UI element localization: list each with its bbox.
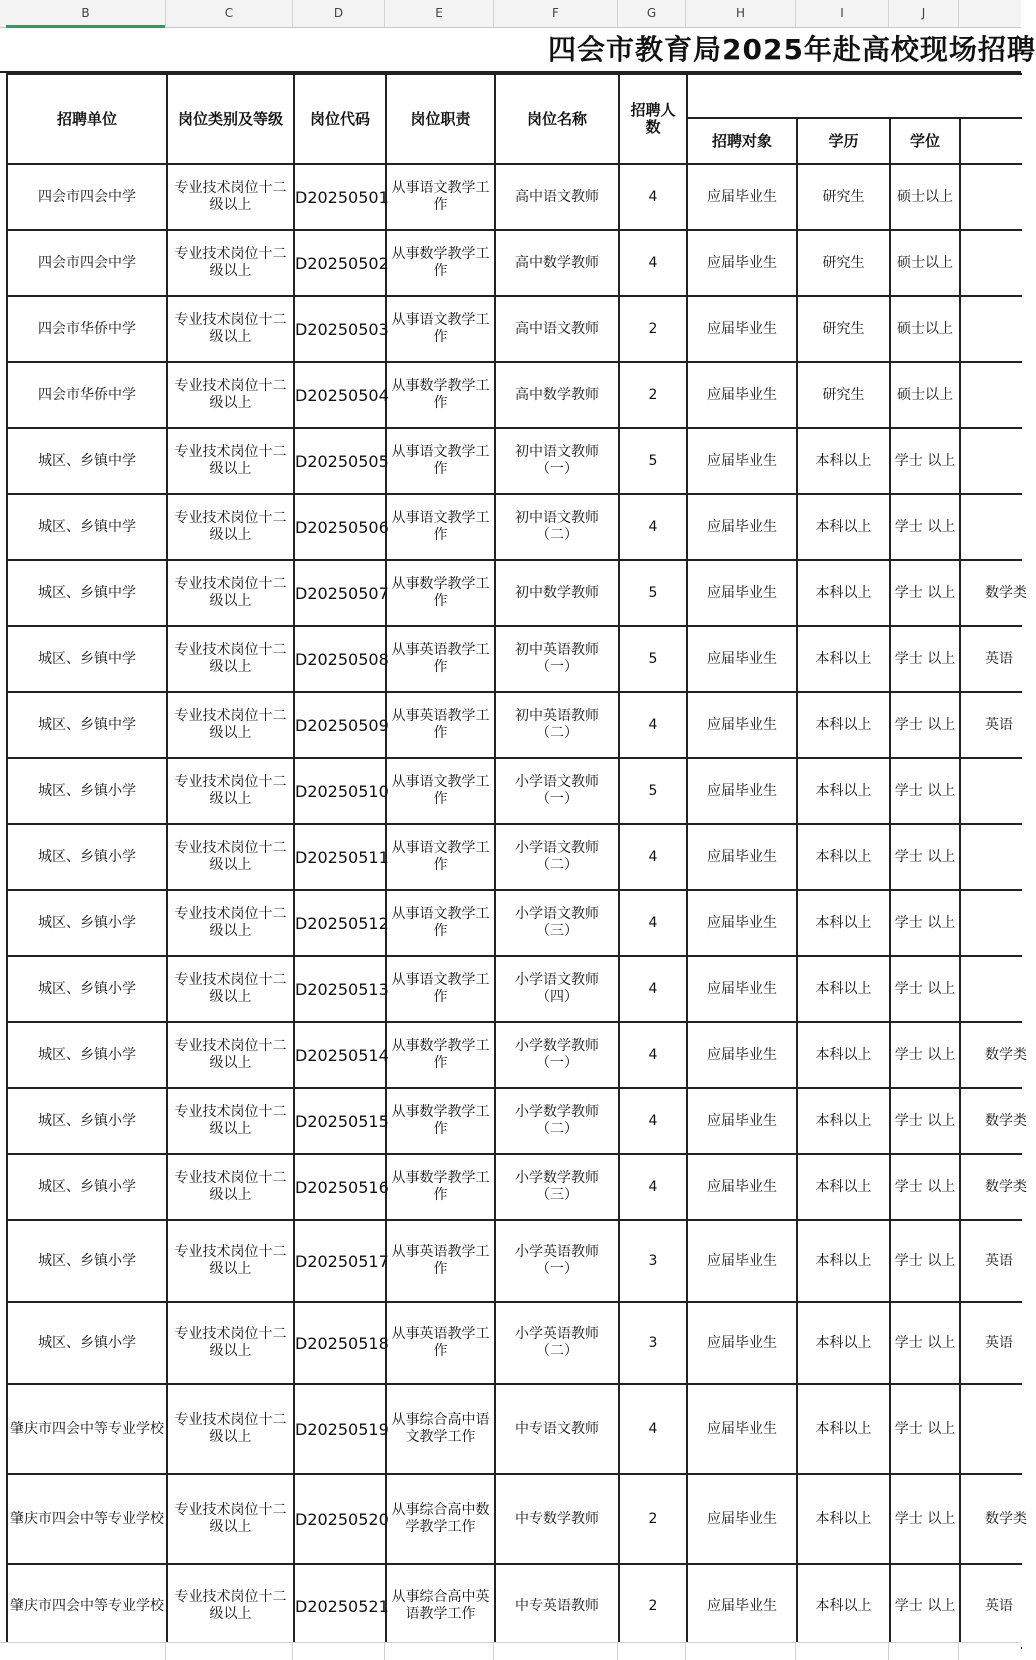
duty-cell[interactable]: 从事英语教学工作 xyxy=(386,626,495,692)
code-cell[interactable]: D20250514 xyxy=(294,1022,386,1088)
category-cell[interactable]: 专业技术岗位十二级以上 xyxy=(167,296,294,362)
header-requirements[interactable] xyxy=(687,74,1022,118)
table-row xyxy=(7,692,1022,758)
duty-cell[interactable]: 从事综合高中语文教学工作 xyxy=(386,1384,495,1474)
degree-cell[interactable]: 学士 以上 xyxy=(890,560,960,626)
column-header-j[interactable]: J xyxy=(889,0,959,27)
count-cell[interactable]: 3 xyxy=(619,1220,687,1302)
education-cell[interactable]: 本科以上 xyxy=(797,956,890,1022)
degree-cell[interactable]: 学士 以上 xyxy=(890,626,960,692)
major-cell[interactable]: 英语 xyxy=(960,1302,1022,1384)
duty-cell[interactable]: 从事综合高中数学教学工作 xyxy=(386,1474,495,1564)
unit-cell[interactable]: 城区、乡镇中学 xyxy=(7,560,167,626)
count-cell[interactable]: 4 xyxy=(619,230,687,296)
degree-cell[interactable]: 学士 以上 xyxy=(890,824,960,890)
degree-cell[interactable]: 学士 以上 xyxy=(890,428,960,494)
duty-cell[interactable]: 从事语文教学工作 xyxy=(386,956,495,1022)
category-cell[interactable]: 专业技术岗位十二级以上 xyxy=(167,1474,294,1564)
major-cell[interactable] xyxy=(960,428,1022,494)
category-cell[interactable]: 专业技术岗位十二级以上 xyxy=(167,428,294,494)
major-cell[interactable] xyxy=(960,956,1022,1022)
code-cell[interactable]: D20250506 xyxy=(294,494,386,560)
major-cell[interactable] xyxy=(960,230,1022,296)
major-cell[interactable]: 数学类 xyxy=(960,1474,1022,1564)
count-cell[interactable]: 2 xyxy=(619,1474,687,1564)
target-cell[interactable]: 应届毕业生 xyxy=(687,1022,797,1088)
table-row xyxy=(7,890,1022,956)
duty-cell[interactable]: 从事综合高中英语教学工作 xyxy=(386,1564,495,1648)
header-name[interactable]: 岗位名称 xyxy=(495,74,619,164)
code-cell[interactable]: D20250516 xyxy=(294,1154,386,1220)
target-cell[interactable]: 应届毕业生 xyxy=(687,1474,797,1564)
table-row xyxy=(7,1154,1022,1220)
table-row xyxy=(7,494,1022,560)
major-cell[interactable]: 英语 xyxy=(960,1564,1022,1648)
category-cell[interactable]: 专业技术岗位十二级以上 xyxy=(167,230,294,296)
duty-cell[interactable]: 从事语文教学工作 xyxy=(386,164,495,230)
position-name-cell[interactable]: 小学语文教师（三） xyxy=(495,890,619,956)
code-cell[interactable]: D20250504 xyxy=(294,362,386,428)
code-cell[interactable]: D20250505 xyxy=(294,428,386,494)
degree-cell[interactable]: 学士 以上 xyxy=(890,692,960,758)
category-cell[interactable]: 专业技术岗位十二级以上 xyxy=(167,560,294,626)
position-name-cell[interactable]: 小学数学教师（一） xyxy=(495,1022,619,1088)
target-cell[interactable]: 应届毕业生 xyxy=(687,494,797,560)
duty-cell[interactable]: 从事数学教学工作 xyxy=(386,230,495,296)
category-cell[interactable]: 专业技术岗位十二级以上 xyxy=(167,1154,294,1220)
table-row xyxy=(7,1088,1022,1154)
table-row xyxy=(7,164,1022,230)
table-body xyxy=(7,74,1027,1648)
code-cell[interactable]: D20250513 xyxy=(294,956,386,1022)
category-cell[interactable]: 专业技术岗位十二级以上 xyxy=(167,1088,294,1154)
count-cell[interactable]: 2 xyxy=(619,296,687,362)
category-cell[interactable]: 专业技术岗位十二级以上 xyxy=(167,362,294,428)
table-row xyxy=(7,230,1022,296)
target-cell[interactable]: 应届毕业生 xyxy=(687,1088,797,1154)
target-cell[interactable]: 应届毕业生 xyxy=(687,758,797,824)
category-cell[interactable]: 专业技术岗位十二级以上 xyxy=(167,1384,294,1474)
target-cell[interactable]: 应届毕业生 xyxy=(687,626,797,692)
category-cell[interactable]: 专业技术岗位十二级以上 xyxy=(167,1564,294,1648)
target-cell[interactable]: 应届毕业生 xyxy=(687,1220,797,1302)
page-title: 四会市教育局2025年赴高校现场招聘 xyxy=(548,33,1036,66)
position-name-cell[interactable]: 小学语文教师（二） xyxy=(495,824,619,890)
duty-cell[interactable]: 从事语文教学工作 xyxy=(386,758,495,824)
count-cell[interactable]: 4 xyxy=(619,692,687,758)
position-name-cell[interactable]: 初中英语教师（二） xyxy=(495,692,619,758)
code-cell[interactable]: D20250515 xyxy=(294,1088,386,1154)
table-row xyxy=(7,1220,1022,1302)
category-cell[interactable]: 专业技术岗位十二级以上 xyxy=(167,164,294,230)
category-cell[interactable]: 专业技术岗位十二级以上 xyxy=(167,1302,294,1384)
major-cell[interactable]: 英语 xyxy=(960,626,1022,692)
target-cell[interactable]: 应届毕业生 xyxy=(687,1154,797,1220)
major-cell[interactable]: 数学类 xyxy=(960,1154,1022,1220)
count-cell[interactable]: 5 xyxy=(619,626,687,692)
count-cell[interactable]: 4 xyxy=(619,494,687,560)
target-cell[interactable]: 应届毕业生 xyxy=(687,1564,797,1648)
column-header-b[interactable]: B xyxy=(6,0,166,27)
education-cell[interactable]: 本科以上 xyxy=(797,692,890,758)
unit-cell[interactable]: 四会市四会中学 xyxy=(7,164,167,230)
target-cell[interactable]: 应届毕业生 xyxy=(687,164,797,230)
position-name-cell[interactable]: 高中数学教师 xyxy=(495,230,619,296)
code-cell[interactable]: D20250521 xyxy=(294,1564,386,1648)
unit-cell[interactable]: 城区、乡镇小学 xyxy=(7,1154,167,1220)
position-name-cell[interactable]: 小学数学教师（二） xyxy=(495,1088,619,1154)
column-header-h[interactable]: H xyxy=(686,0,796,27)
degree-cell[interactable]: 学士 以上 xyxy=(890,1302,960,1384)
code-cell[interactable]: D20250520 xyxy=(294,1474,386,1564)
column-header-f[interactable]: F xyxy=(494,0,618,27)
category-cell[interactable]: 专业技术岗位十二级以上 xyxy=(167,956,294,1022)
code-cell[interactable]: D20250507 xyxy=(294,560,386,626)
degree-cell[interactable]: 学士 以上 xyxy=(890,1220,960,1302)
duty-cell[interactable]: 从事英语教学工作 xyxy=(386,1220,495,1302)
duty-cell[interactable]: 从事语文教学工作 xyxy=(386,428,495,494)
target-cell[interactable]: 应届毕业生 xyxy=(687,1384,797,1474)
major-cell[interactable] xyxy=(960,164,1022,230)
education-cell[interactable]: 本科以上 xyxy=(797,890,890,956)
table-row xyxy=(7,560,1022,626)
duty-cell[interactable]: 从事语文教学工作 xyxy=(386,890,495,956)
category-cell[interactable]: 专业技术岗位十二级以上 xyxy=(167,824,294,890)
table-row xyxy=(7,1384,1022,1474)
target-cell[interactable]: 应届毕业生 xyxy=(687,560,797,626)
unit-cell[interactable]: 城区、乡镇中学 xyxy=(7,692,167,758)
degree-cell[interactable]: 学士 以上 xyxy=(890,956,960,1022)
target-cell[interactable]: 应届毕业生 xyxy=(687,1302,797,1384)
position-name-cell[interactable]: 小学英语教师（一） xyxy=(495,1220,619,1302)
major-cell[interactable]: 数学类 xyxy=(960,1022,1022,1088)
unit-cell[interactable]: 城区、乡镇小学 xyxy=(7,956,167,1022)
table-row xyxy=(7,626,1022,692)
position-name-cell[interactable]: 初中英语教师（一） xyxy=(495,626,619,692)
position-name-cell[interactable]: 高中语文教师 xyxy=(495,164,619,230)
duty-cell[interactable]: 从事英语教学工作 xyxy=(386,692,495,758)
code-cell[interactable]: D20250510 xyxy=(294,758,386,824)
degree-cell[interactable]: 学士 以上 xyxy=(890,1022,960,1088)
degree-cell[interactable]: 学士 以上 xyxy=(890,890,960,956)
count-cell[interactable]: 4 xyxy=(619,890,687,956)
duty-cell[interactable]: 从事语文教学工作 xyxy=(386,494,495,560)
recruitment-table xyxy=(6,73,1027,1649)
education-cell[interactable]: 本科以上 xyxy=(797,494,890,560)
table-row xyxy=(7,362,1022,428)
duty-cell[interactable]: 从事数学教学工作 xyxy=(386,560,495,626)
header-education[interactable]: 学历 xyxy=(797,118,890,164)
column-header-i[interactable]: I xyxy=(796,0,889,27)
education-cell[interactable]: 本科以上 xyxy=(797,428,890,494)
code-cell[interactable]: D20250512 xyxy=(294,890,386,956)
header-code[interactable]: 岗位代码 xyxy=(294,74,386,164)
count-cell[interactable]: 5 xyxy=(619,758,687,824)
unit-cell[interactable]: 城区、乡镇小学 xyxy=(7,824,167,890)
column-header-bar xyxy=(0,0,1021,28)
code-cell[interactable]: D20250508 xyxy=(294,626,386,692)
position-name-cell[interactable]: 小学英语教师（二） xyxy=(495,1302,619,1384)
header-major[interactable] xyxy=(960,118,1022,164)
position-name-cell[interactable]: 高中语文教师 xyxy=(495,296,619,362)
major-cell[interactable]: 数学类 xyxy=(960,1088,1022,1154)
unit-cell[interactable]: 城区、乡镇中学 xyxy=(7,428,167,494)
table-row xyxy=(7,1302,1022,1384)
major-cell[interactable]: 数学类 xyxy=(960,560,1022,626)
target-cell[interactable]: 应届毕业生 xyxy=(687,824,797,890)
category-cell[interactable]: 专业技术岗位十二级以上 xyxy=(167,890,294,956)
header-row xyxy=(7,74,1022,118)
category-cell[interactable]: 专业技术岗位十二级以上 xyxy=(167,1220,294,1302)
education-cell[interactable]: 研究生 xyxy=(797,230,890,296)
target-cell[interactable]: 应届毕业生 xyxy=(687,890,797,956)
unit-cell[interactable]: 城区、乡镇小学 xyxy=(7,1220,167,1302)
code-cell[interactable]: D20250501 xyxy=(294,164,386,230)
education-cell[interactable]: 本科以上 xyxy=(797,1088,890,1154)
code-cell[interactable]: D20250502 xyxy=(294,230,386,296)
education-cell[interactable]: 研究生 xyxy=(797,362,890,428)
unit-cell[interactable]: 四会市华侨中学 xyxy=(7,362,167,428)
target-cell[interactable]: 应届毕业生 xyxy=(687,362,797,428)
major-cell[interactable] xyxy=(960,824,1022,890)
education-cell[interactable]: 本科以上 xyxy=(797,824,890,890)
major-cell[interactable] xyxy=(960,890,1022,956)
count-cell[interactable]: 4 xyxy=(619,164,687,230)
code-cell[interactable]: D20250503 xyxy=(294,296,386,362)
header-count[interactable]: 招聘人数 xyxy=(619,74,687,164)
unit-cell[interactable]: 城区、乡镇中学 xyxy=(7,494,167,560)
target-cell[interactable]: 应届毕业生 xyxy=(687,230,797,296)
degree-cell[interactable]: 硕士以上 xyxy=(890,296,960,362)
unit-cell[interactable]: 城区、乡镇中学 xyxy=(7,626,167,692)
table-row xyxy=(7,1474,1022,1564)
degree-cell[interactable]: 硕士以上 xyxy=(890,164,960,230)
major-cell[interactable] xyxy=(960,296,1022,362)
education-cell[interactable]: 研究生 xyxy=(797,296,890,362)
degree-cell[interactable]: 学士 以上 xyxy=(890,494,960,560)
degree-cell[interactable]: 学士 以上 xyxy=(890,1564,960,1648)
education-cell[interactable]: 本科以上 xyxy=(797,1564,890,1648)
position-name-cell[interactable]: 中专英语教师 xyxy=(495,1564,619,1648)
count-cell[interactable]: 2 xyxy=(619,1564,687,1648)
duty-cell[interactable]: 从事数学教学工作 xyxy=(386,362,495,428)
education-cell[interactable]: 本科以上 xyxy=(797,1384,890,1474)
column-header-c[interactable]: C xyxy=(166,0,293,27)
education-cell[interactable]: 本科以上 xyxy=(797,1220,890,1302)
column-header-k[interactable] xyxy=(959,0,1021,27)
education-cell[interactable]: 本科以上 xyxy=(797,1302,890,1384)
category-cell[interactable]: 专业技术岗位十二级以上 xyxy=(167,758,294,824)
unit-cell[interactable]: 四会市四会中学 xyxy=(7,230,167,296)
unit-cell[interactable]: 城区、乡镇小学 xyxy=(7,1088,167,1154)
category-cell[interactable]: 专业技术岗位十二级以上 xyxy=(167,494,294,560)
education-cell[interactable]: 本科以上 xyxy=(797,626,890,692)
header-degree[interactable]: 学位 xyxy=(890,118,960,164)
major-cell[interactable] xyxy=(960,1384,1022,1474)
target-cell[interactable]: 应届毕业生 xyxy=(687,956,797,1022)
table-row xyxy=(7,956,1022,1022)
major-cell[interactable]: 英语 xyxy=(960,692,1022,758)
major-cell[interactable]: 英语 xyxy=(960,1220,1022,1302)
count-cell[interactable]: 3 xyxy=(619,1302,687,1384)
position-name-cell[interactable]: 高中数学教师 xyxy=(495,362,619,428)
code-cell[interactable]: D20250509 xyxy=(294,692,386,758)
count-cell[interactable]: 4 xyxy=(619,1022,687,1088)
duty-cell[interactable]: 从事英语教学工作 xyxy=(386,1302,495,1384)
count-cell[interactable]: 4 xyxy=(619,1384,687,1474)
education-cell[interactable]: 本科以上 xyxy=(797,560,890,626)
unit-cell[interactable]: 肇庆市四会中等专业学校 xyxy=(7,1564,167,1648)
header-category[interactable]: 岗位类别及等级 xyxy=(167,74,294,164)
unit-cell[interactable]: 城区、乡镇小学 xyxy=(7,1022,167,1088)
count-cell[interactable]: 4 xyxy=(619,956,687,1022)
degree-cell[interactable]: 硕士以上 xyxy=(890,230,960,296)
unit-cell[interactable]: 四会市华侨中学 xyxy=(7,296,167,362)
position-name-cell[interactable]: 初中语文教师（一） xyxy=(495,428,619,494)
table-row xyxy=(7,758,1022,824)
header-unit[interactable]: 招聘单位 xyxy=(7,74,167,164)
column-header-e[interactable]: E xyxy=(385,0,494,27)
table-row xyxy=(7,296,1022,362)
duty-cell[interactable]: 从事语文教学工作 xyxy=(386,824,495,890)
unit-cell[interactable]: 肇庆市四会中等专业学校 xyxy=(7,1384,167,1474)
category-cell[interactable]: 专业技术岗位十二级以上 xyxy=(167,626,294,692)
column-header-g[interactable]: G xyxy=(618,0,686,27)
unit-cell[interactable]: 城区、乡镇小学 xyxy=(7,1302,167,1384)
unit-cell[interactable]: 城区、乡镇小学 xyxy=(7,890,167,956)
code-cell[interactable]: D20250511 xyxy=(294,824,386,890)
position-name-cell[interactable]: 小学语文教师（一） xyxy=(495,758,619,824)
table-row xyxy=(7,1022,1022,1088)
duty-cell[interactable]: 从事数学教学工作 xyxy=(386,1088,495,1154)
target-cell[interactable]: 应届毕业生 xyxy=(687,692,797,758)
degree-cell[interactable]: 学士 以上 xyxy=(890,1154,960,1220)
major-cell[interactable] xyxy=(960,758,1022,824)
code-cell[interactable]: D20250517 xyxy=(294,1220,386,1302)
major-cell[interactable] xyxy=(960,494,1022,560)
position-name-cell[interactable]: 小学语文教师（四） xyxy=(495,956,619,1022)
column-header-d[interactable]: D xyxy=(293,0,385,27)
education-cell[interactable]: 本科以上 xyxy=(797,758,890,824)
header-target[interactable]: 招聘对象 xyxy=(687,118,797,164)
education-cell[interactable]: 本科以上 xyxy=(797,1154,890,1220)
count-cell[interactable]: 5 xyxy=(619,428,687,494)
count-cell[interactable]: 4 xyxy=(619,824,687,890)
count-cell[interactable]: 4 xyxy=(619,1088,687,1154)
header-duty[interactable]: 岗位职责 xyxy=(386,74,495,164)
target-cell[interactable]: 应届毕业生 xyxy=(687,296,797,362)
count-cell[interactable]: 2 xyxy=(619,362,687,428)
count-cell[interactable]: 5 xyxy=(619,560,687,626)
category-cell[interactable]: 专业技术岗位十二级以上 xyxy=(167,1022,294,1088)
table-row xyxy=(7,428,1022,494)
next-row-strip xyxy=(0,1642,1021,1660)
degree-cell[interactable]: 硕士以上 xyxy=(890,362,960,428)
duty-cell[interactable]: 从事数学教学工作 xyxy=(386,1154,495,1220)
table-row xyxy=(7,824,1022,890)
table-row xyxy=(7,1564,1022,1648)
unit-cell[interactable]: 城区、乡镇小学 xyxy=(7,758,167,824)
education-cell[interactable]: 本科以上 xyxy=(797,1022,890,1088)
degree-cell[interactable]: 学士 以上 xyxy=(890,1474,960,1564)
duty-cell[interactable]: 从事语文教学工作 xyxy=(386,296,495,362)
code-cell[interactable]: D20250519 xyxy=(294,1384,386,1474)
unit-cell[interactable]: 肇庆市四会中等专业学校 xyxy=(7,1474,167,1564)
position-name-cell[interactable]: 初中数学教师 xyxy=(495,560,619,626)
major-cell[interactable] xyxy=(960,362,1022,428)
degree-cell[interactable]: 学士 以上 xyxy=(890,1384,960,1474)
count-cell[interactable]: 4 xyxy=(619,1154,687,1220)
position-name-cell[interactable]: 小学数学教师（三） xyxy=(495,1154,619,1220)
duty-cell[interactable]: 从事数学教学工作 xyxy=(386,1022,495,1088)
education-cell[interactable]: 研究生 xyxy=(797,164,890,230)
position-name-cell[interactable]: 中专语文教师 xyxy=(495,1384,619,1474)
position-name-cell[interactable]: 中专数学教师 xyxy=(495,1474,619,1564)
target-cell[interactable]: 应届毕业生 xyxy=(687,428,797,494)
degree-cell[interactable]: 学士 以上 xyxy=(890,758,960,824)
education-cell[interactable]: 本科以上 xyxy=(797,1474,890,1564)
degree-cell[interactable]: 学士 以上 xyxy=(890,1088,960,1154)
code-cell[interactable]: D20250518 xyxy=(294,1302,386,1384)
category-cell[interactable]: 专业技术岗位十二级以上 xyxy=(167,692,294,758)
position-name-cell[interactable]: 初中语文教师（二） xyxy=(495,494,619,560)
